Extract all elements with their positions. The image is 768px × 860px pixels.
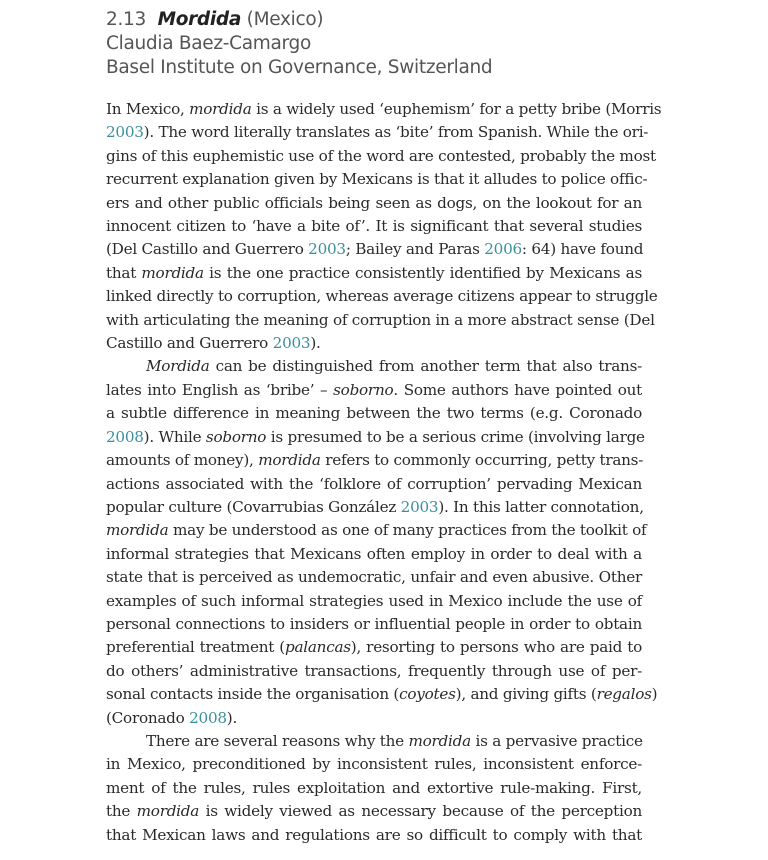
text-line: [106, 753, 642, 776]
text-line: [106, 566, 642, 589]
section-term: Mordida: [157, 9, 242, 30]
text-line: [106, 98, 662, 121]
section-country: (Mexico): [246, 9, 324, 30]
text-run: lates into English as ‘bribe’ –: [106, 380, 334, 399]
italic-term: coyotes: [399, 685, 456, 704]
text-line: [106, 636, 642, 659]
text-line: [106, 192, 642, 215]
text-line: [106, 145, 656, 168]
text-run: that: [106, 263, 142, 282]
text-line: [106, 683, 658, 706]
italic-term: Mordida: [146, 357, 210, 376]
text-run: ), and giving gifts (: [455, 685, 597, 704]
text-run: state that is perceived as undemocratic, unfair and even abusive. Other: [106, 568, 642, 587]
text-line: [106, 777, 642, 800]
text-line: [106, 332, 642, 355]
paragraph: [106, 355, 658, 730]
text-line: [106, 309, 655, 332]
text-run: refers to commonly occurring, petty trans-: [320, 451, 644, 470]
text-line: [106, 800, 642, 823]
text-run: There are several reasons why the: [146, 731, 409, 750]
text-run: In Mexico,: [106, 100, 190, 118]
author-name: Claudia Baez-Camargo: [106, 33, 311, 54]
text-run: is a widely used ‘euphemism’ for a petty bribe (Morris: [251, 100, 662, 118]
text-line: [106, 473, 642, 496]
text-run: ). The word literally translates as ‘bite’ from Spanish. While the ori-: [143, 123, 649, 142]
text-run: that Mexican laws and regulations are so difficult to comply with that: [106, 825, 642, 844]
text-line: [106, 379, 642, 402]
text-run: innocent citizen to ‘have a bite of’. It is significant that several studies: [106, 217, 642, 236]
text-line: [106, 707, 642, 730]
text-line: [106, 238, 642, 261]
paragraph: [106, 730, 642, 847]
text-run: with articulating the meaning of corruption in a more abstract sense (Del: [106, 310, 655, 329]
text-line: [106, 519, 647, 542]
text-run: ). In this latter connotation,: [438, 497, 644, 516]
text-run: preferential treatment (: [106, 638, 285, 657]
text-line: [106, 121, 649, 144]
citation-year-link[interactable]: 2003: [308, 240, 346, 259]
italic-term: mordida: [141, 263, 204, 282]
text-run: may be understood as one of many practices from the toolkit of: [168, 521, 647, 540]
italic-term: soborno: [205, 427, 267, 446]
text-run: . Some authors have pointed out: [393, 380, 642, 399]
text-run: actions associated with the ‘folklore of corruption’ pervading Mexican: [106, 474, 642, 493]
text-line: [106, 824, 642, 847]
text-run: popular culture (Covarrubias González: [106, 497, 401, 516]
text-run: (Coronado: [106, 708, 190, 727]
text-line: [106, 590, 642, 613]
text-run: is presumed to be a serious crime (involving large: [266, 427, 645, 446]
book-page: [106, 8, 662, 847]
text-line: [106, 660, 642, 683]
italic-term: regalos: [596, 685, 652, 704]
italic-term: mordida: [136, 802, 200, 821]
citation-year-link[interactable]: 2003: [106, 123, 144, 142]
text-run: Castillo and Guerrero: [106, 334, 273, 353]
citation-year-link[interactable]: 2003: [272, 334, 311, 353]
text-line: [106, 168, 648, 191]
text-line: [106, 730, 642, 753]
citation-year-link[interactable]: 2008: [106, 427, 144, 446]
text-run: is a pervasive practice: [470, 731, 643, 750]
text-line: [106, 215, 642, 238]
text-run: ers and other public officials being seen as dogs, on the lookout for an: [106, 193, 642, 212]
text-run: informal strategies that Mexicans often employ in order to deal with a: [106, 544, 642, 563]
author-affiliation: Basel Institute on Governance, Switzerland: [106, 57, 493, 78]
text-run: ).: [310, 334, 321, 353]
text-run: sonal contacts inside the organisation (: [106, 685, 400, 704]
text-line: [106, 402, 642, 425]
text-line: [106, 543, 642, 566]
italic-term: mordida: [189, 100, 252, 118]
text-run: recurrent explanation given by Mexicans is that it alludes to police offic-: [106, 170, 648, 189]
italic-term: mordida: [106, 521, 169, 540]
text-line: [106, 355, 642, 378]
citation-year-link[interactable]: 2003: [400, 497, 439, 516]
italic-term: mordida: [408, 731, 471, 750]
citation-year-link[interactable]: 2008: [189, 708, 227, 727]
text-line: [106, 285, 658, 308]
text-run: examples of such informal strategies used in Mexico include the use of: [106, 591, 642, 610]
body-text: [106, 98, 662, 847]
text-run: a subtle difference in meaning between the two terms (e.g. Coronado: [106, 404, 642, 423]
italic-term: palancas: [284, 638, 351, 657]
section-title: [106, 8, 642, 32]
text-run: ).: [226, 708, 238, 727]
text-line: [106, 496, 642, 519]
text-run: can be distinguished from another term that also trans-: [209, 357, 642, 376]
text-run: amounts of money),: [106, 451, 259, 470]
text-run: personal connections to insiders or influential people in order to obtain: [106, 614, 642, 633]
text-run: ), resorting to persons who are paid to: [350, 638, 642, 657]
text-run: : 64) have found: [521, 240, 644, 259]
text-run: gins of this euphemistic use of the word are contested, probably the most: [106, 146, 656, 165]
text-run: ; Bailey and Paras: [345, 240, 485, 259]
text-run: do others’ administrative transactions, frequently through use of per-: [106, 661, 642, 680]
paragraph: [106, 98, 662, 355]
text-run: ment of the rules, rules exploitation and extortive rule-making. First,: [106, 778, 642, 797]
italic-term: soborno: [333, 380, 394, 399]
text-line: [106, 613, 642, 636]
text-run: linked directly to corruption, whereas average citizens appear to struggle: [106, 287, 658, 306]
text-run: is widely viewed as necessary because of the perception: [199, 802, 642, 821]
text-run: ). While: [143, 427, 206, 446]
text-line: [106, 449, 642, 472]
italic-term: mordida: [258, 451, 321, 470]
text-line: [106, 426, 645, 449]
section-number: 2.13: [106, 9, 146, 30]
text-run: the: [106, 802, 137, 821]
text-run: (Del Castillo and Guerrero: [106, 240, 309, 259]
text-run: in Mexico, preconditioned by inconsistent rules, inconsistent enforce-: [106, 755, 642, 774]
text-line: [106, 262, 642, 285]
citation-year-link[interactable]: 2006: [484, 240, 522, 259]
text-run: is the one practice consistently identified by Mexicans as: [203, 263, 642, 282]
text-run: ): [651, 685, 658, 704]
section-header: [106, 8, 642, 80]
